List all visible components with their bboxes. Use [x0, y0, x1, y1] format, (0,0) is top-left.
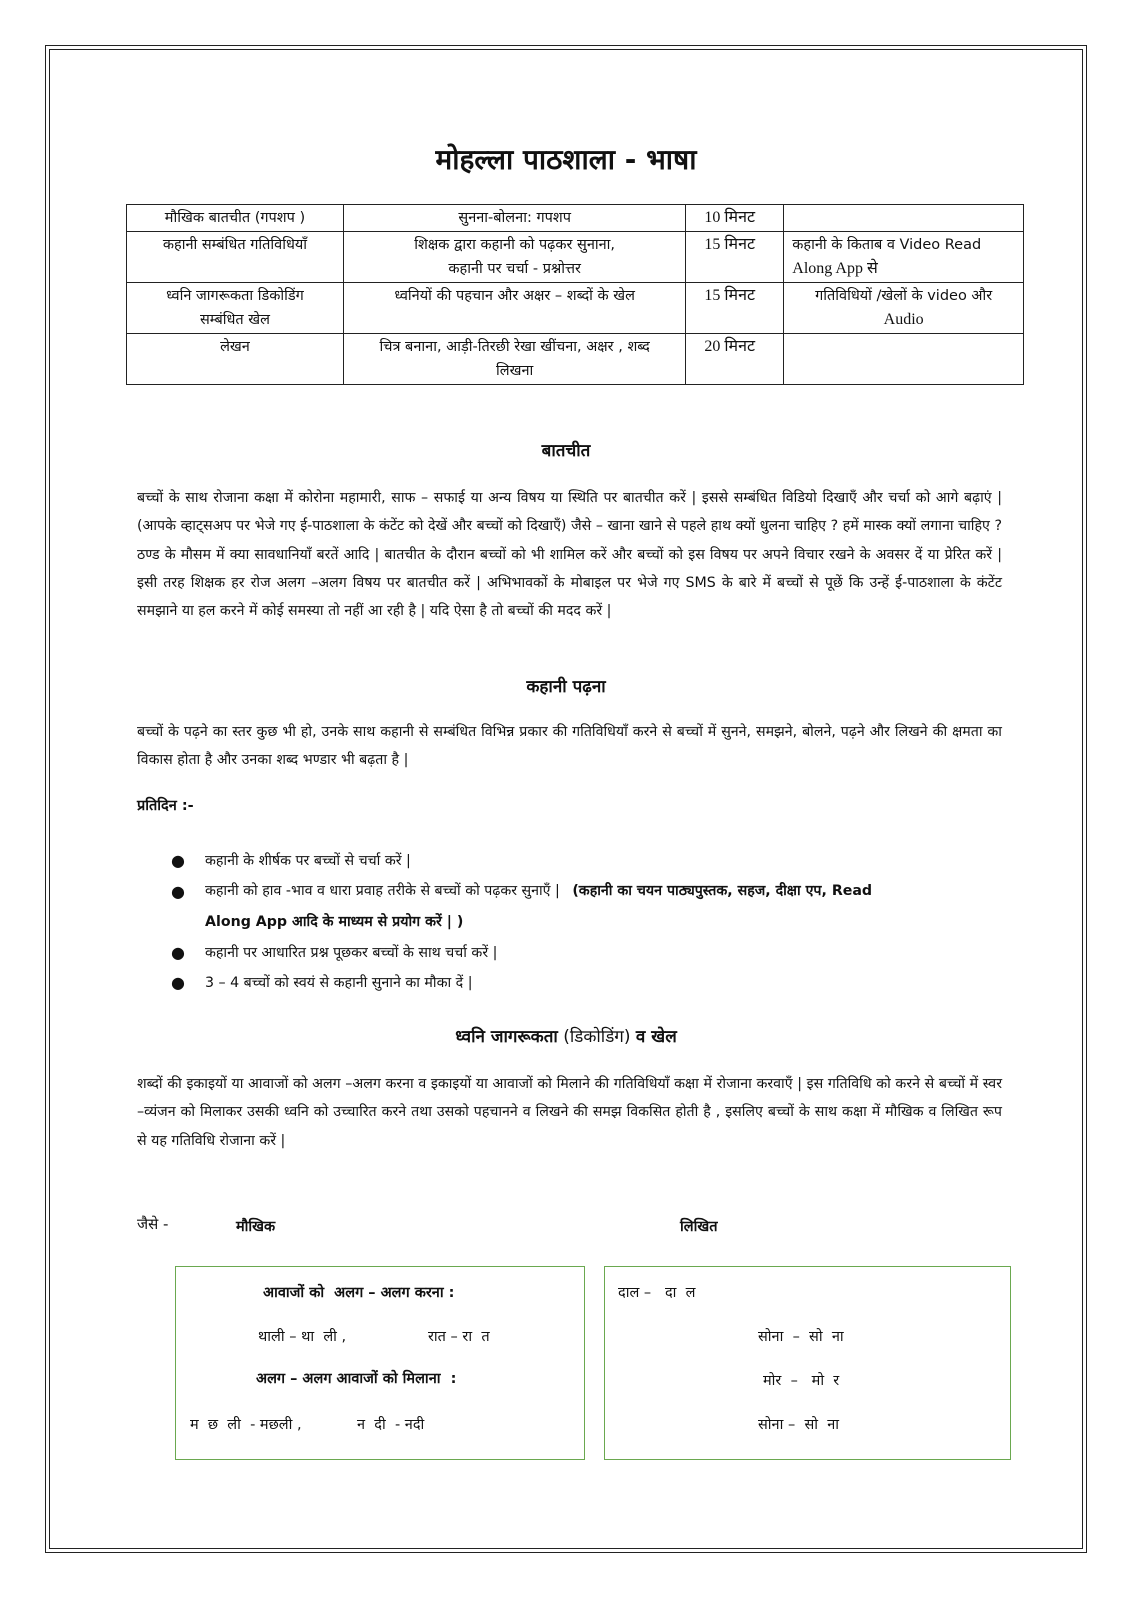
- example-prefix: जैसे -: [137, 1215, 169, 1233]
- resource-cell: गतिविधियों /खेलों के video और Audio: [784, 283, 1024, 334]
- reading-paragraph: बच्चों के पढ़ने का स्तर कुछ भी हो, उनके साथ कहानी से सम्बंधित विभिन्न प्रकार की गतिविधियाँ करने से बच्चों में सुनने, समझने, बोलने, पढ़ने और लिखने की क्षमता का विकास होता है और उनका शब्द भण्डार भी बढ़ता है |: [137, 724, 1002, 769]
- written-example-2: सोना – सो ना: [758, 1329, 844, 1345]
- list-item: ● कहानी पर आधारित प्रश्न पूछकर बच्चों के साथ चर्चा करें |: [137, 938, 1007, 968]
- activity-cell: कहानी सम्बंधित गतिविधियाँ: [127, 232, 344, 283]
- description-cell: शिक्षक द्वारा कहानी को पढ़कर सुनाना, कहानी पर चर्चा - प्रश्नोत्तर: [343, 232, 685, 283]
- table-row: [127, 334, 1024, 385]
- list-item: ● कहानी के शीर्षक पर बच्चों से चर्चा करें |: [137, 846, 1007, 876]
- resource-cell: [784, 334, 1024, 385]
- list-item: ● कहानी को हाव -भाव व धारा प्रवाह तरीके से बच्चों को पढ़कर सुनाएँ | (कहानी का चयन पाठ्यपुस्तक, सहज, दीक्षा एप, Read Along App आदि के माध्यम से प्रयोग करें | ): [137, 876, 1007, 938]
- resource-cell: [784, 205, 1024, 232]
- oral-label: मौखिक: [236, 1219, 276, 1235]
- description-cell: चित्र बनाना, आड़ी-तिरछी रेखा खींचना, अक्षर , शब्द लिखना: [343, 334, 685, 385]
- resource-cell: कहानी के किताब व Video Read Along App से: [784, 232, 1024, 283]
- table-row: [127, 283, 1024, 334]
- table-row: [127, 205, 1024, 232]
- phonics-paragraph: शब्दों की इकाइयों या आवाजों को अलग –अलग करना व इकाइयों या आवाजों को मिलाने की गतिविधियाँ कक्षा में रोजाना करवाएँ | इस गतिविधि को करने से बच्चों में स्वर –व्यंजन को मिलाकर उसकी ध्वनि को उच्चारित करने तथा उसको पहचानने व लिखने की समझ विकसित होती है , इसलिए बच्चों के साथ कक्षा में मौखिक व लिखित रूप से यह गतिविधि रोजाना करें |: [137, 1076, 1002, 1149]
- activity-cell: ध्वनि जागरूकता डिकोडिंग सम्बंधित खेल: [127, 283, 344, 334]
- reading-bullet-list: [137, 846, 1007, 998]
- activity-cell: लेखन: [127, 334, 344, 385]
- written-example-3: मोर – मो र: [763, 1373, 840, 1389]
- schedule-table: [126, 204, 1024, 385]
- written-example-4: सोना – सो ना: [758, 1417, 840, 1433]
- combine-sounds-heading: अलग – अलग आवाजों को मिलाना :: [256, 1371, 457, 1387]
- table-row: [127, 232, 1024, 283]
- time-cell: 15 मिनट: [686, 232, 784, 283]
- written-label: लिखित: [680, 1219, 718, 1235]
- description-cell: सुनना-बोलना: गपशप: [343, 205, 685, 232]
- page-title: मोहल्ला पाठशाला - भाषा: [435, 143, 697, 176]
- bullet-icon: ●: [171, 882, 185, 901]
- time-cell: 10 मिनट: [686, 205, 784, 232]
- activity-cell: मौखिक बातचीत (गपशप ): [127, 205, 344, 232]
- bullet-icon: ●: [171, 973, 185, 992]
- separate-sounds-heading: आवाजों को अलग – अलग करना :: [263, 1285, 455, 1301]
- conversation-paragraph: बच्चों के साथ रोजाना कक्षा में कोरोना महामारी, साफ – सफाई या अन्य विषय या स्थिति पर बातचीत करें | इससे सम्बंधित विडियो दिखाएँ और चर्चा को आगे बढ़ाएं | (आपके व्हाट्सअप पर भेजे गए ई-पाठशाला के कंटेंट को देखें और बच्चों को दिखाएँ) जैसे – खाना खाने से पहले हाथ क्यों धुलना चाहिए ? हमें मास्क क्यों लगाना चाहिए ? ठण्ड के मौसम में क्या सावधानियाँ बरतें आदि | बातचीत के दौरान बच्चों को भी शामिल करें और बच्चों को इस विषय पर अपने विचार रखने के अवसर दें या प्रेरित करें | इसी तरह शिक्षक हर रोज अलग –अलग विषय पर बातचीत करें | अभिभावकों के मोबाइल पर भेजे गए SMS के बारे में बच्चों से पूछें कि उन्हें ई-पाठशाला के कंटेंट समझाने या हल करने में कोई समस्या तो नहीं आ रही है | यदि ऐसा है तो बच्चों की मदद करें |: [137, 490, 1002, 620]
- bullet-icon: ●: [171, 851, 185, 870]
- section-heading-reading: कहानी पढ़ना: [526, 677, 606, 697]
- written-example-1: दाल – दा ल: [618, 1285, 696, 1301]
- daily-label: प्रतिदिन :-: [137, 798, 194, 814]
- time-cell: 15 मिनट: [686, 283, 784, 334]
- bullet-icon: ●: [171, 943, 185, 962]
- list-item: ● 3 – 4 बच्चों को स्वयं से कहानी सुनाने का मौका दें |: [137, 968, 1007, 998]
- section-heading-phonics: ध्वनि जागरूकता (डिकोडिंग) व खेल: [455, 1027, 677, 1047]
- combine-example-2: न दी - नदी: [357, 1417, 425, 1433]
- separate-example-2: रात – रा त: [428, 1329, 490, 1345]
- section-heading-conversation: बातचीत: [541, 441, 591, 461]
- time-cell: 20 मिनट: [686, 334, 784, 385]
- separate-example-1: थाली – था ली ,: [258, 1329, 347, 1345]
- combine-example-1: म छ ली - मछली ,: [190, 1417, 302, 1433]
- description-cell: ध्वनियों की पहचान और अक्षर – शब्दों के खेल: [343, 283, 685, 334]
